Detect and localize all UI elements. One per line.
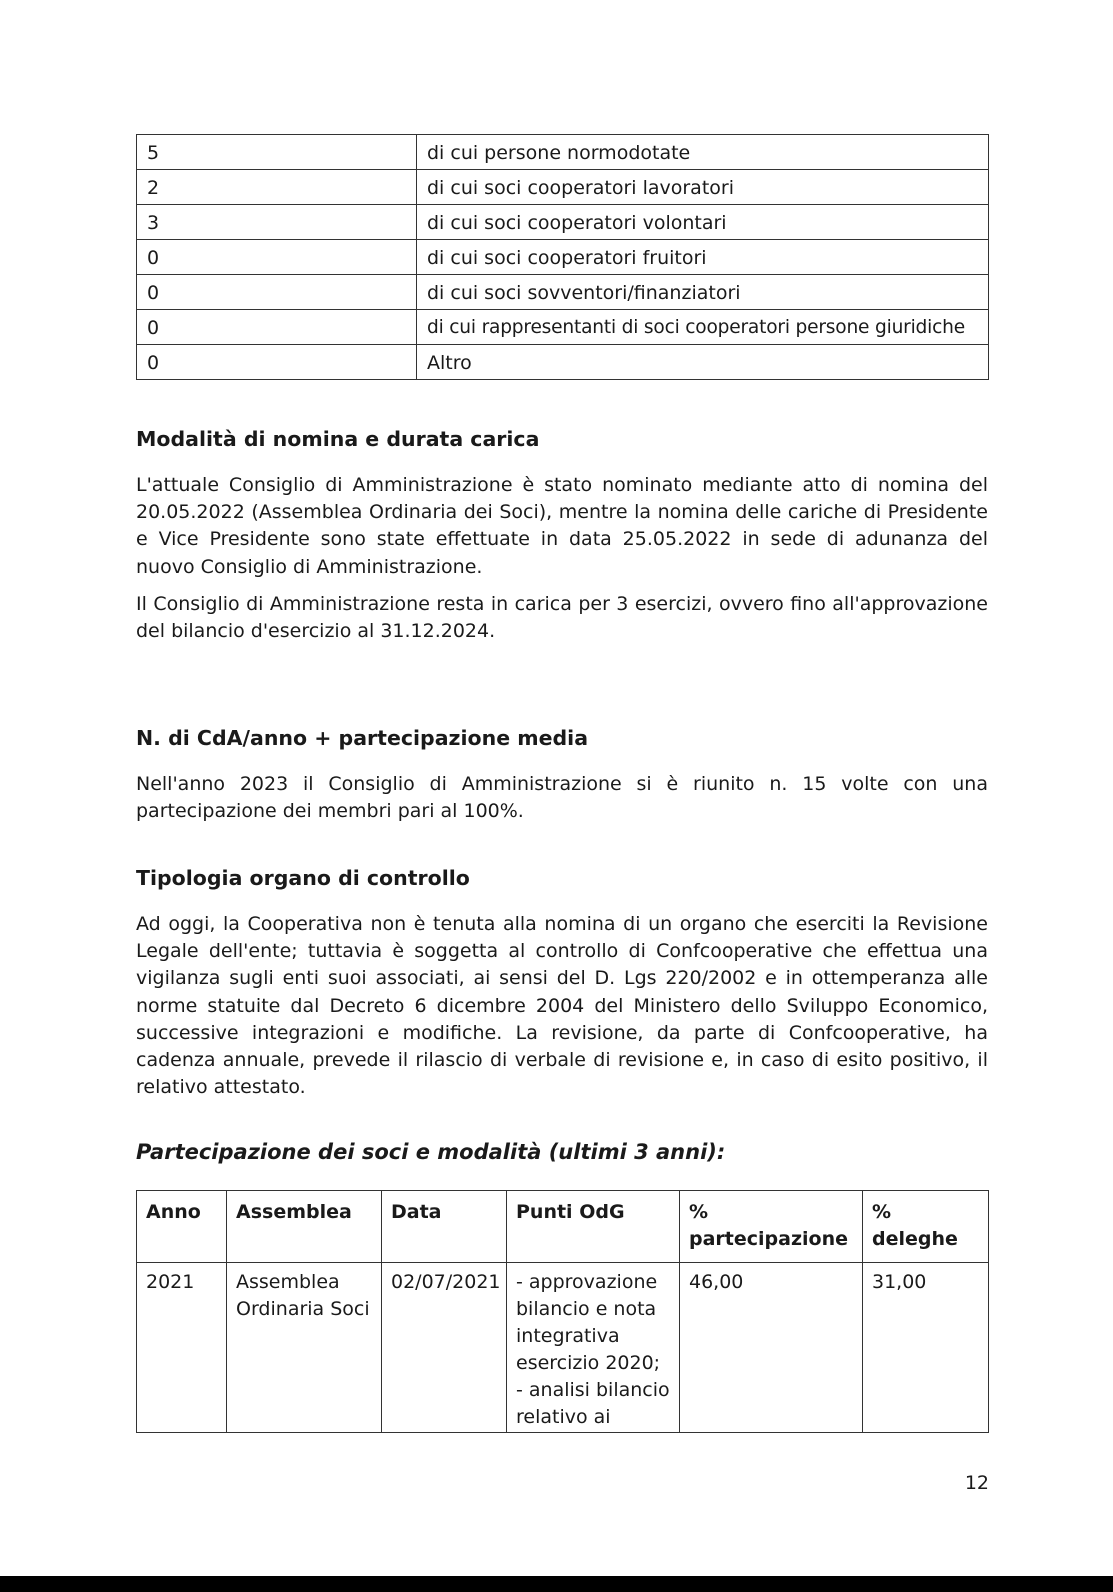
section-nomina-body-2 — [136, 591, 988, 645]
section-heading: N. di CdA/anno + partecipazione media — [136, 726, 589, 750]
table-row — [137, 275, 989, 310]
section-heading: Tipologia organo di controllo — [136, 866, 470, 890]
column-header-anno: Anno — [137, 1191, 227, 1263]
member-count: 2 — [137, 170, 417, 205]
table-row — [137, 345, 989, 380]
member-count: 0 — [137, 240, 417, 275]
table-row — [137, 135, 989, 170]
member-description: di cui soci cooperatori lavoratori — [417, 170, 989, 205]
section-heading: Partecipazione dei soci e modalità (ultimi 3 anni): — [136, 1140, 726, 1164]
member-description: Altro — [417, 345, 989, 380]
participation-table — [136, 1190, 989, 1433]
member-count: 5 — [137, 135, 417, 170]
cell-data: 02/07/2021 — [382, 1263, 507, 1433]
column-header-data: Data — [382, 1191, 507, 1263]
section-heading: Modalità di nomina e durata carica — [136, 427, 540, 451]
paragraph: Il Consiglio di Amministrazione resta in carica per 3 esercizi, ovvero fino all'approvazione del bilancio d'esercizio al 31.12.2024. — [136, 593, 988, 643]
participation-table-container — [136, 1190, 988, 1433]
section-partecipazione — [136, 1138, 988, 1166]
column-header-assemblea: Assemblea — [227, 1191, 382, 1263]
table-header-row — [137, 1191, 989, 1263]
column-header-punti-odg: Punti OdG — [507, 1191, 680, 1263]
column-header-deleghe: % deleghe — [863, 1191, 989, 1263]
paragraph: Ad oggi, la Cooperativa non è tenuta alla nomina di un organo che eserciti la Revisione Legale dell'ente; tuttavia è soggetta al controllo di Confcooperative che effettua una vigilanza sugli enti suoi associati, ai sensi del D. Lgs 220/2002 e in ottemperanza alle norme statuite dal Decreto 6 dicembre 2004 del Ministero dello Sviluppo Economico, successive integrazioni e modifiche. La revisione, da parte di Confcooperative, ha cadenza annuale, prevede il rilascio di verbale di revisione e, in caso di esito positivo, il relativo attestato. — [136, 913, 988, 1099]
member-description: di cui soci cooperatori fruitori — [417, 240, 989, 275]
table-row — [137, 205, 989, 240]
table-row — [137, 170, 989, 205]
cell-assemblea: Assemblea Ordinaria Soci — [227, 1263, 382, 1433]
cell-anno: 2021 — [137, 1263, 227, 1433]
section-controllo-body — [136, 911, 988, 1101]
member-description: di cui rappresentanti di soci cooperatori persone giuridiche — [417, 310, 989, 345]
punti-item: - analisi bilancio relativo ai — [516, 1379, 670, 1428]
paragraph: Nell'anno 2023 il Consiglio di Amministrazione si è riunito n. 15 volte con una partecipazione dei membri pari al 100%. — [136, 773, 988, 823]
member-count: 0 — [137, 275, 417, 310]
section-cda-body — [136, 771, 988, 825]
section-nomina-body — [136, 472, 988, 581]
member-count: 0 — [137, 345, 417, 380]
member-description: di cui soci cooperatori volontari — [417, 205, 989, 240]
table-row — [137, 1263, 989, 1433]
bottom-bar — [0, 1576, 1113, 1592]
paragraph: L'attuale Consiglio di Amministrazione è stato nominato mediante atto di nomina del 20.05.2022 (Assemblea Ordinaria dei Soci), mentre la nomina delle cariche di Presidente e Vice Presidente sono state effettuate in data 25.05.2022 in sede di adunanza del nuovo Consiglio di Amministrazione. — [136, 474, 988, 578]
member-description: di cui persone normodotate — [417, 135, 989, 170]
members-table-container — [136, 134, 988, 380]
cell-punti-odg — [507, 1263, 680, 1433]
section-controllo — [136, 864, 988, 892]
page-number: 12 — [964, 1472, 989, 1494]
table-row — [137, 240, 989, 275]
member-count: 3 — [137, 205, 417, 240]
member-count: 0 — [137, 310, 417, 345]
cell-deleghe: 31,00 — [863, 1263, 989, 1433]
section-nomina — [136, 425, 988, 453]
members-table — [136, 134, 989, 380]
column-header-partecipazione: % partecipazione — [680, 1191, 863, 1263]
section-cda — [136, 724, 988, 752]
cell-partecipazione: 46,00 — [680, 1263, 863, 1433]
member-description: di cui soci sovventori/finanziatori — [417, 275, 989, 310]
punti-item: - approvazione bilancio e nota integrativa esercizio 2020; — [516, 1271, 661, 1374]
table-row — [137, 310, 989, 345]
